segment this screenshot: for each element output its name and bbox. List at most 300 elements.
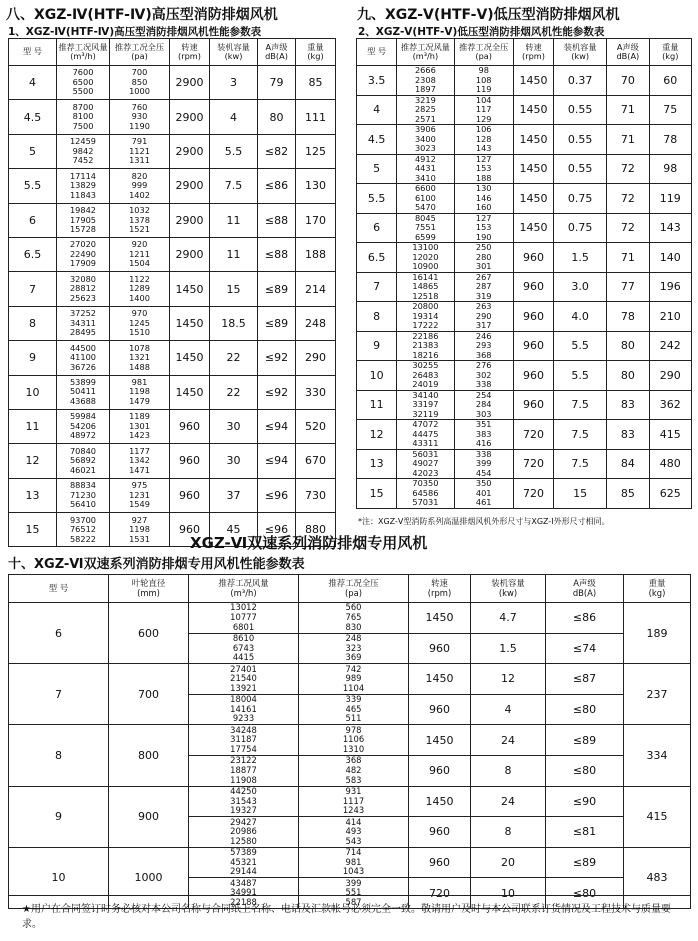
- weight-cell: 189: [624, 603, 691, 664]
- table-row: [357, 125, 692, 155]
- pressure-cell: 560 765 830: [299, 603, 409, 634]
- power-cell: 24: [471, 786, 546, 817]
- table-row: [357, 243, 692, 273]
- noise-cell: ≤86: [258, 169, 296, 203]
- rpm-cell: 960: [409, 633, 471, 664]
- table-xgz-iv: [8, 38, 336, 547]
- column-header: 转速 (rpm): [170, 39, 210, 66]
- power-cell: 18.5: [210, 306, 258, 340]
- model-cell: 6: [9, 603, 109, 664]
- noise-cell: ≤96: [258, 513, 296, 547]
- column-header: A声级 dB(A): [546, 575, 624, 603]
- pressure-cell: 104 117 129: [454, 95, 513, 125]
- weight-cell: 237: [624, 664, 691, 725]
- flow-cell: 17114 13829 11843: [57, 169, 110, 203]
- table-row: [357, 66, 692, 96]
- rpm-cell: 1450: [513, 213, 553, 243]
- weight-cell: 334: [624, 725, 691, 786]
- power-cell: 37: [210, 478, 258, 512]
- rpm-cell: 1450: [170, 272, 210, 306]
- rpm-cell: 720: [513, 420, 553, 450]
- model-cell: 11: [9, 409, 57, 443]
- power-cell: 7.5: [554, 449, 607, 479]
- rpm-cell: 960: [513, 302, 553, 332]
- table-row: [9, 444, 336, 478]
- model-cell: 12: [9, 444, 57, 478]
- weight-cell: 78: [649, 125, 691, 155]
- column-header: 推荐工况全压 (pa): [110, 39, 170, 66]
- rpm-cell: 960: [170, 409, 210, 443]
- power-cell: 24: [471, 725, 546, 756]
- pressure-cell: 714 981 1043: [299, 847, 409, 878]
- power-cell: 10: [471, 878, 546, 909]
- pressure-cell: 820 999 1402: [110, 169, 170, 203]
- table-row: [9, 478, 336, 512]
- weight-cell: 242: [649, 331, 691, 361]
- noise-cell: ≤89: [546, 847, 624, 878]
- impeller-diameter-cell: 1000: [109, 847, 189, 908]
- model-cell: 13: [9, 478, 57, 512]
- model-cell: 7: [9, 272, 57, 306]
- section9-note: *注：XGZ-Ⅴ型消防系列高温排烟风机外形尺寸与XGZ-Ⅰ外形尺寸相同。: [358, 517, 610, 526]
- table-row: [9, 134, 336, 168]
- impeller-diameter-cell: 700: [109, 664, 189, 725]
- model-cell: 5.5: [357, 184, 397, 214]
- rpm-cell: 960: [170, 444, 210, 478]
- weight-cell: 483: [624, 847, 691, 908]
- noise-cell: 77: [607, 272, 649, 302]
- rpm-cell: 1450: [513, 154, 553, 184]
- noise-cell: 85: [607, 479, 649, 509]
- section10-main-title: XGZ-Ⅵ双速系列消防排烟专用风机: [190, 534, 428, 552]
- weight-cell: 85: [296, 66, 336, 100]
- pressure-cell: 931 1117 1243: [299, 786, 409, 817]
- flow-cell: 6600 6100 5470: [397, 184, 454, 214]
- rpm-cell: 1450: [409, 786, 471, 817]
- model-cell: 4: [357, 95, 397, 125]
- model-cell: 12: [357, 420, 397, 450]
- flow-cell: 3906 3400 3023: [397, 125, 454, 155]
- model-cell: 15: [357, 479, 397, 509]
- noise-cell: ≤88: [258, 237, 296, 271]
- pressure-cell: 1078 1321 1488: [110, 341, 170, 375]
- table-row: [9, 786, 691, 817]
- flow-cell: 34140 33197 32119: [397, 390, 454, 420]
- weight-cell: 143: [649, 213, 691, 243]
- weight-cell: 119: [649, 184, 691, 214]
- noise-cell: 71: [607, 95, 649, 125]
- table-row: [357, 95, 692, 125]
- flow-cell: 53899 50411 43688: [57, 375, 110, 409]
- model-cell: 10: [357, 361, 397, 391]
- table-row: [9, 725, 691, 756]
- pressure-cell: 791 1121 1311: [110, 134, 170, 168]
- model-cell: 5.5: [9, 169, 57, 203]
- power-cell: 5.5: [554, 331, 607, 361]
- power-cell: 0.55: [554, 95, 607, 125]
- flow-cell: 12459 9842 7452: [57, 134, 110, 168]
- section8-subtitle: 1、XGZ-Ⅳ(HTF-Ⅳ)高压型消防排烟风机性能参数表: [8, 26, 262, 38]
- power-cell: 4.0: [554, 302, 607, 332]
- rpm-cell: 2900: [170, 134, 210, 168]
- flow-cell: 2666 2308 1897: [397, 66, 454, 96]
- noise-cell: 83: [607, 420, 649, 450]
- flow-cell: 20800 19314 17222: [397, 302, 454, 332]
- footer-divider: [8, 895, 690, 896]
- rpm-cell: 960: [513, 331, 553, 361]
- column-header: 推荐工况风量 (m³/h): [57, 39, 110, 66]
- table-row: [357, 213, 692, 243]
- noise-cell: 70: [607, 66, 649, 96]
- footer-note: ★用户在合同签订时务必核对本公司名称与合同纸上名称、电话及汇款帐号必须完全一致。敬请用户及时与本公司联系订货情况及工程技术与质量要求。: [22, 904, 671, 930]
- table-row: [9, 66, 336, 100]
- pressure-cell: 338 399 454: [454, 449, 513, 479]
- table-row: [357, 302, 692, 332]
- rpm-cell: 960: [409, 755, 471, 786]
- table-row: [357, 154, 692, 184]
- table-row: [357, 390, 692, 420]
- flow-cell: 7600 6500 5500: [57, 66, 110, 100]
- model-cell: 5: [9, 134, 57, 168]
- pressure-cell: 975 1231 1549: [110, 478, 170, 512]
- pressure-cell: 263 290 317: [454, 302, 513, 332]
- column-header: 推荐工况全压 (pa): [299, 575, 409, 603]
- flow-cell: 8610 6743 4415: [189, 633, 299, 664]
- table-row: [357, 449, 692, 479]
- weight-cell: 480: [649, 449, 691, 479]
- power-cell: 12: [471, 664, 546, 695]
- pressure-cell: 351 383 416: [454, 420, 513, 450]
- table-row: [9, 664, 691, 695]
- model-cell: 8: [9, 306, 57, 340]
- table-row: [9, 272, 336, 306]
- model-cell: 4.5: [9, 100, 57, 134]
- weight-cell: 415: [624, 786, 691, 847]
- column-header: 重量 (kg): [649, 39, 691, 66]
- noise-cell: ≤80: [546, 755, 624, 786]
- weight-cell: 140: [649, 243, 691, 273]
- flow-cell: 37252 34311 28495: [57, 306, 110, 340]
- column-header: A声级 dB(A): [607, 39, 649, 66]
- pressure-cell: 970 1245 1510: [110, 306, 170, 340]
- noise-cell: 79: [258, 66, 296, 100]
- rpm-cell: 1450: [170, 375, 210, 409]
- noise-cell: 80: [607, 361, 649, 391]
- noise-cell: ≤82: [258, 134, 296, 168]
- power-cell: 8: [471, 817, 546, 848]
- weight-cell: 625: [649, 479, 691, 509]
- table-row: [9, 341, 336, 375]
- section8-title: 八、XGZ-Ⅳ(HTF-Ⅳ)高压型消防排烟风机: [6, 7, 278, 23]
- power-cell: 0.55: [554, 125, 607, 155]
- section9-subtitle: 2、XGZ-Ⅴ(HTF-Ⅴ)低压型消防排烟风机性能参数表: [358, 26, 605, 38]
- flow-cell: 19842 17905 15728: [57, 203, 110, 237]
- rpm-cell: 720: [409, 878, 471, 909]
- pressure-cell: 130 146 160: [454, 184, 513, 214]
- model-cell: 6: [357, 213, 397, 243]
- column-header: 转速 (rpm): [409, 575, 471, 603]
- rpm-cell: 1450: [513, 66, 553, 96]
- weight-cell: 111: [296, 100, 336, 134]
- noise-cell: 72: [607, 184, 649, 214]
- power-cell: 22: [210, 341, 258, 375]
- noise-cell: ≤89: [546, 725, 624, 756]
- noise-cell: ≤92: [258, 375, 296, 409]
- flow-cell: 34248 31187 17754: [189, 725, 299, 756]
- weight-cell: 290: [649, 361, 691, 391]
- flow-cell: 88834 71230 56410: [57, 478, 110, 512]
- rpm-cell: 2900: [170, 169, 210, 203]
- power-cell: 0.37: [554, 66, 607, 96]
- noise-cell: ≤89: [258, 272, 296, 306]
- column-header: 装机容量 (kw): [471, 575, 546, 603]
- pressure-cell: 1189 1301 1423: [110, 409, 170, 443]
- flow-cell: 57389 45321 29144: [189, 847, 299, 878]
- pressure-cell: 106 128 143: [454, 125, 513, 155]
- flow-cell: 27401 21540 13921: [189, 664, 299, 695]
- pressure-cell: 920 1211 1504: [110, 237, 170, 271]
- flow-cell: 16141 14865 12518: [397, 272, 454, 302]
- pressure-cell: 276 302 338: [454, 361, 513, 391]
- table-row: [357, 331, 692, 361]
- flow-cell: 56031 49027 42023: [397, 449, 454, 479]
- noise-cell: 71: [607, 125, 649, 155]
- pressure-cell: 1177 1342 1471: [110, 444, 170, 478]
- impeller-diameter-cell: 600: [109, 603, 189, 664]
- rpm-cell: 960: [513, 361, 553, 391]
- noise-cell: ≤88: [258, 203, 296, 237]
- pressure-cell: 1122 1289 1400: [110, 272, 170, 306]
- table-row: [9, 603, 691, 634]
- rpm-cell: 2900: [170, 203, 210, 237]
- noise-cell: ≤80: [546, 878, 624, 909]
- power-cell: 11: [210, 237, 258, 271]
- rpm-cell: 960: [409, 694, 471, 725]
- rpm-cell: 2900: [170, 66, 210, 100]
- rpm-cell: 960: [513, 272, 553, 302]
- flow-cell: 43487 34991 22188: [189, 878, 299, 909]
- weight-cell: 196: [649, 272, 691, 302]
- weight-cell: 98: [649, 154, 691, 184]
- table-row: [9, 375, 336, 409]
- power-cell: 5.5: [210, 134, 258, 168]
- rpm-cell: 720: [513, 479, 553, 509]
- noise-cell: ≤80: [546, 694, 624, 725]
- rpm-cell: 1450: [170, 341, 210, 375]
- column-header: 转速 (rpm): [513, 39, 553, 66]
- weight-cell: 520: [296, 409, 336, 443]
- flow-cell: 13100 12020 10900: [397, 243, 454, 273]
- column-header: 装机容量 (kw): [554, 39, 607, 66]
- column-header: 重量 (kg): [624, 575, 691, 603]
- pressure-cell: 927 1198 1531: [110, 513, 170, 547]
- noise-cell: 83: [607, 390, 649, 420]
- power-cell: 0.55: [554, 154, 607, 184]
- power-cell: 8: [471, 755, 546, 786]
- model-cell: 6: [9, 203, 57, 237]
- column-header: A声级 dB(A): [258, 39, 296, 66]
- flow-cell: 32080 28812 25623: [57, 272, 110, 306]
- flow-cell: 4912 4431 3410: [397, 154, 454, 184]
- pressure-cell: 399 551 587: [299, 878, 409, 909]
- rpm-cell: 960: [170, 478, 210, 512]
- flow-cell: 47072 44475 43311: [397, 420, 454, 450]
- table-row: [9, 847, 691, 878]
- model-cell: 15: [9, 513, 57, 547]
- noise-cell: 72: [607, 154, 649, 184]
- table-row: [357, 361, 692, 391]
- noise-cell: 80: [607, 331, 649, 361]
- flow-cell: 13012 10777 6801: [189, 603, 299, 634]
- pressure-cell: 981 1198 1479: [110, 375, 170, 409]
- model-cell: 8: [9, 725, 109, 786]
- model-cell: 9: [357, 331, 397, 361]
- rpm-cell: 1450: [409, 603, 471, 634]
- pressure-cell: 98 108 119: [454, 66, 513, 96]
- model-cell: 7: [357, 272, 397, 302]
- flow-cell: 29427 20986 12580: [189, 817, 299, 848]
- rpm-cell: 720: [513, 449, 553, 479]
- power-cell: 0.75: [554, 184, 607, 214]
- table-row: [9, 237, 336, 271]
- weight-cell: 362: [649, 390, 691, 420]
- power-cell: 1.5: [471, 633, 546, 664]
- pressure-cell: 350 401 461: [454, 479, 513, 509]
- flow-cell: 23122 18877 11908: [189, 755, 299, 786]
- power-cell: 4: [471, 694, 546, 725]
- pressure-cell: 700 850 1000: [110, 66, 170, 100]
- model-cell: 8: [357, 302, 397, 332]
- flow-cell: 44500 41100 36726: [57, 341, 110, 375]
- column-header: 型 号: [357, 39, 397, 66]
- flow-cell: 30255 26483 24019: [397, 361, 454, 391]
- noise-cell: ≤74: [546, 633, 624, 664]
- power-cell: 7.5: [554, 390, 607, 420]
- flow-cell: 27020 22490 17909: [57, 237, 110, 271]
- rpm-cell: 2900: [170, 100, 210, 134]
- pressure-cell: 246 293 368: [454, 331, 513, 361]
- impeller-diameter-cell: 900: [109, 786, 189, 847]
- weight-cell: 170: [296, 203, 336, 237]
- power-cell: 0.75: [554, 213, 607, 243]
- rpm-cell: 960: [409, 817, 471, 848]
- column-header: 型 号: [9, 39, 57, 66]
- table-row: [9, 306, 336, 340]
- model-cell: 6.5: [357, 243, 397, 273]
- column-header: 型 号: [9, 575, 109, 603]
- weight-cell: 130: [296, 169, 336, 203]
- rpm-cell: 960: [513, 243, 553, 273]
- column-header: 叶轮直径 (mm): [109, 575, 189, 603]
- weight-cell: 60: [649, 66, 691, 96]
- column-header: 推荐工况风量 (m³/h): [189, 575, 299, 603]
- table-xgz-vi: [8, 574, 691, 909]
- rpm-cell: 960: [513, 390, 553, 420]
- model-cell: 6.5: [9, 237, 57, 271]
- flow-cell: 93700 76512 58222: [57, 513, 110, 547]
- column-header: 装机容量 (kw): [210, 39, 258, 66]
- noise-cell: 80: [258, 100, 296, 134]
- noise-cell: ≤96: [258, 478, 296, 512]
- model-cell: 10: [9, 375, 57, 409]
- model-cell: 5: [357, 154, 397, 184]
- table-xgz-v: [356, 38, 692, 509]
- power-cell: 45: [210, 513, 258, 547]
- power-cell: 3.0: [554, 272, 607, 302]
- column-header: 重量 (kg): [296, 39, 336, 66]
- weight-cell: 330: [296, 375, 336, 409]
- noise-cell: ≤81: [546, 817, 624, 848]
- noise-cell: ≤89: [258, 306, 296, 340]
- weight-cell: 670: [296, 444, 336, 478]
- weight-cell: 290: [296, 341, 336, 375]
- power-cell: 11: [210, 203, 258, 237]
- noise-cell: ≤86: [546, 603, 624, 634]
- rpm-cell: 960: [409, 847, 471, 878]
- model-cell: 4: [9, 66, 57, 100]
- pressure-cell: 127 153 190: [454, 213, 513, 243]
- table-row: [357, 272, 692, 302]
- pressure-cell: 978 1106 1310: [299, 725, 409, 756]
- flow-cell: 70350 64586 57031: [397, 479, 454, 509]
- weight-cell: 210: [649, 302, 691, 332]
- pressure-cell: 250 280 301: [454, 243, 513, 273]
- model-cell: 9: [9, 786, 109, 847]
- power-cell: 3: [210, 66, 258, 100]
- section10-subtitle: 十、XGZ-Ⅵ双速系列消防排烟专用风机性能参数表: [8, 557, 305, 572]
- model-cell: 3.5: [357, 66, 397, 96]
- table-row: [9, 169, 336, 203]
- power-cell: 7.5: [210, 169, 258, 203]
- model-cell: 4.5: [357, 125, 397, 155]
- rpm-cell: 1450: [513, 125, 553, 155]
- flow-cell: 8045 7551 6599: [397, 213, 454, 243]
- pressure-cell: 414 493 543: [299, 817, 409, 848]
- weight-cell: 188: [296, 237, 336, 271]
- rpm-cell: 2900: [170, 237, 210, 271]
- power-cell: 5.5: [554, 361, 607, 391]
- pressure-cell: 1032 1378 1521: [110, 203, 170, 237]
- column-header: 推荐工况全压 (pa): [454, 39, 513, 66]
- section9-title: 九、XGZ-Ⅴ(HTF-Ⅴ)低压型消防排烟风机: [357, 7, 620, 23]
- noise-cell: ≤92: [258, 341, 296, 375]
- impeller-diameter-cell: 800: [109, 725, 189, 786]
- model-cell: 13: [357, 449, 397, 479]
- power-cell: 15: [210, 272, 258, 306]
- noise-cell: 78: [607, 302, 649, 332]
- noise-cell: ≤94: [258, 409, 296, 443]
- rpm-cell: 1450: [170, 306, 210, 340]
- power-cell: 15: [554, 479, 607, 509]
- noise-cell: 72: [607, 213, 649, 243]
- pressure-cell: 368 482 583: [299, 755, 409, 786]
- table-row: [357, 184, 692, 214]
- table-row: [357, 420, 692, 450]
- weight-cell: 880: [296, 513, 336, 547]
- power-cell: 4.7: [471, 603, 546, 634]
- table-row: [9, 409, 336, 443]
- weight-cell: 415: [649, 420, 691, 450]
- weight-cell: 730: [296, 478, 336, 512]
- flow-cell: 44250 31543 19327: [189, 786, 299, 817]
- model-cell: 7: [9, 664, 109, 725]
- weight-cell: 125: [296, 134, 336, 168]
- rpm-cell: 1450: [513, 95, 553, 125]
- power-cell: 30: [210, 409, 258, 443]
- rpm-cell: 960: [170, 513, 210, 547]
- weight-cell: 248: [296, 306, 336, 340]
- power-cell: 30: [210, 444, 258, 478]
